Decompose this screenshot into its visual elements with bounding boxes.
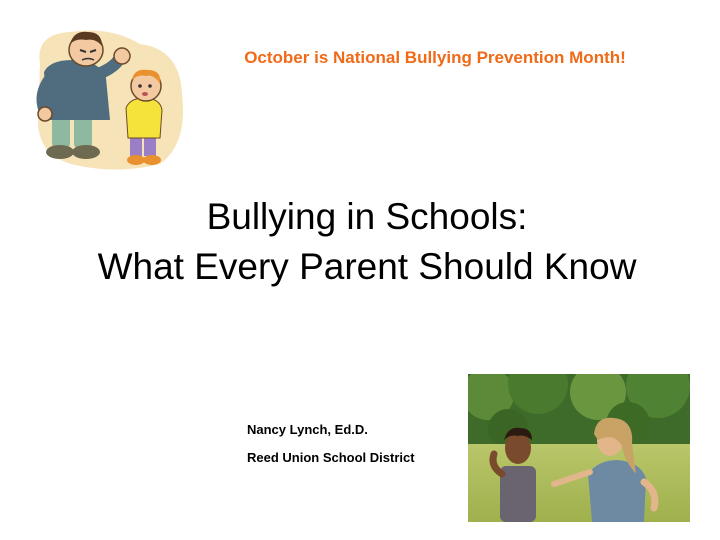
banner-text: October is National Bullying Prevention Month! — [244, 48, 626, 67]
title-line-1: Bullying in Schools: — [206, 196, 528, 237]
author-org: Reed Union School District — [247, 450, 415, 465]
title-line-2: What Every Parent Should Know — [97, 246, 637, 287]
author-block — [247, 416, 415, 472]
slide-title — [0, 192, 720, 292]
children-arguing-photo — [468, 374, 690, 522]
bully-clipart-icon — [30, 24, 190, 174]
author-name: Nancy Lynch, Ed.D. — [247, 422, 368, 437]
